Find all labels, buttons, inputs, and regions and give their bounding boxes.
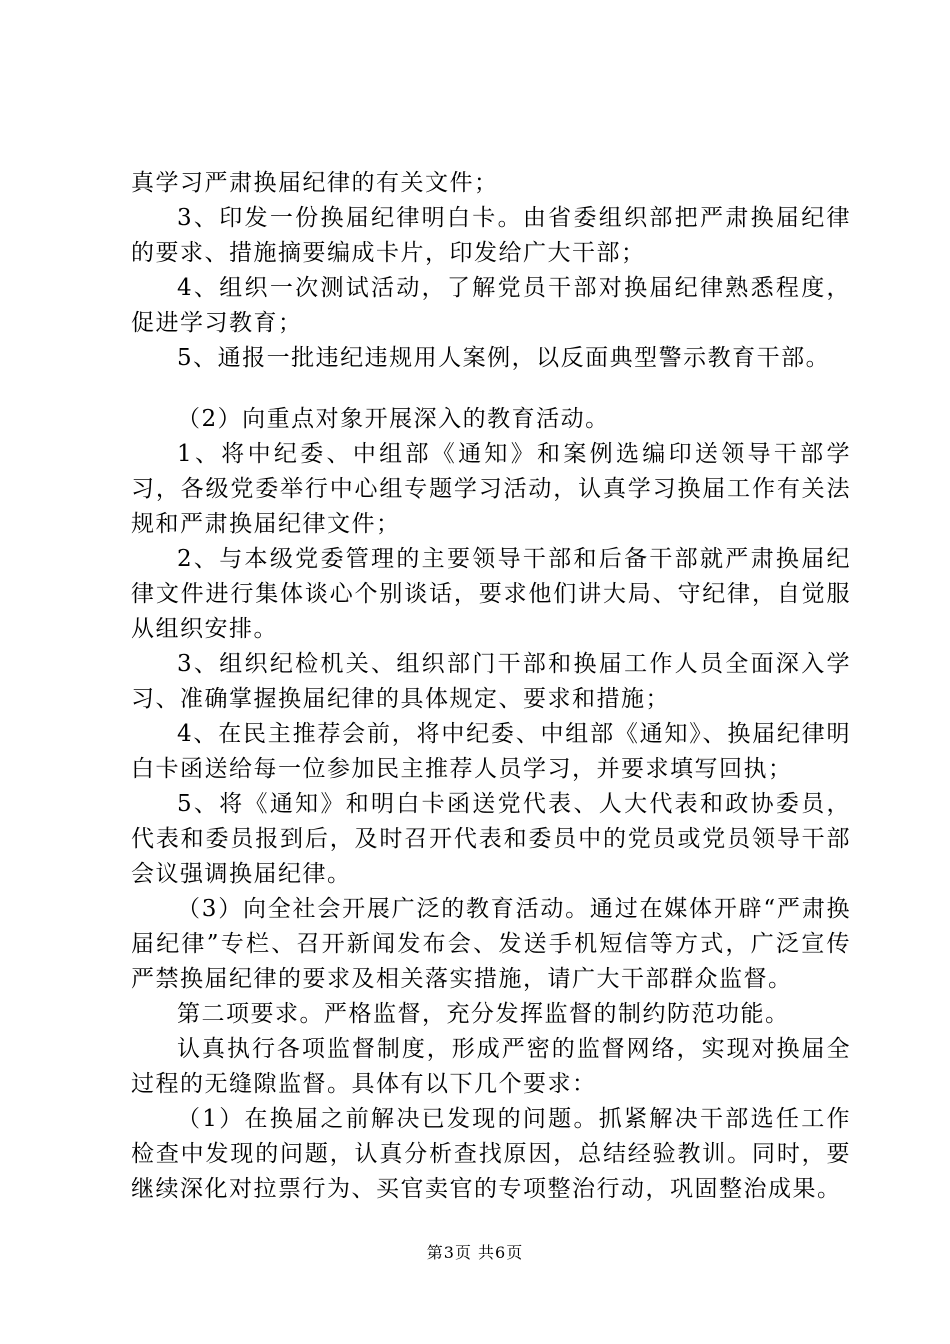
paragraph-6: 1、将中纪委、中组部《通知》和案例选编印送领导干部学习，各级党委举行中心组专题学习活动，认真学习换届工作有关法规和严肃换届纪律文件；	[131, 441, 851, 537]
paragraph-7: 2、与本级党委管理的主要领导干部和后备干部就严肃换届纪律文件进行集体谈心个别谈话，要求他们讲大局、守纪律，自觉服从组织安排。	[131, 546, 851, 642]
section-heading-2: （2）向重点对象开展深入的教育活动。	[177, 406, 610, 432]
paragraph-2: 3、印发一份换届纪律明白卡。由省委组织部把严肃换届纪律的要求、措施摘要编成卡片，印发给广大干部；	[131, 205, 851, 266]
paragraph-9: 4、在民主推荐会前，将中纪委、中组部《通知》、换届纪律明白卡函送给每一位参加民主推荐人员学习，并要求填写回执；	[131, 721, 851, 782]
requirement-heading-2: 第二项要求。严格监督，充分发挥监督的制约防范功能。	[177, 1001, 790, 1027]
page-number-footer: 第3页 共6页	[426, 1243, 524, 1262]
paragraph-13: 认真执行各项监督制度，形成严密的监督网络，实现对换届全过程的无缝隙监督。具体有以下几个要求：	[131, 1036, 851, 1097]
paragraph-4: 5、通报一批违纪违规用人案例，以反面典型警示教育干部。	[177, 345, 831, 371]
paragraph-8: 3、组织纪检机关、组织部门干部和换届工作人员全面深入学习、准确掌握换届纪律的具体规定、要求和措施；	[131, 651, 851, 712]
paragraph-10: 5、将《通知》和明白卡函送党代表、人大代表和政协委员，代表和委员报到后，及时召开代表和委员中的党员或党员领导干部会议强调换届纪律。	[131, 791, 851, 887]
paragraph-3: 4、组织一次测试活动，了解党员干部对换届纪律熟悉程度，促进学习教育；	[131, 275, 851, 336]
paragraph-1: 真学习严肃换届纪律的有关文件；	[131, 170, 499, 196]
document-body	[131, 166, 851, 1207]
section-heading-3: （3）向全社会开展广泛的教育活动。通过在媒体开辟“严肃换届纪律”专栏、召开新闻发布会、发送手机短信等方式，广泛宣传严禁换届纪律的要求及相关落实措施，请广大干部群众监督。	[131, 896, 851, 992]
paragraph-14: （1）在换届之前解决已发现的问题。抓紧解决干部选任工作检查中发现的问题，认真分析查找原因，总结经验教训。同时，要继续深化对拉票行为、买官卖官的专项整治行动，巩固整治成果。	[131, 1106, 851, 1202]
